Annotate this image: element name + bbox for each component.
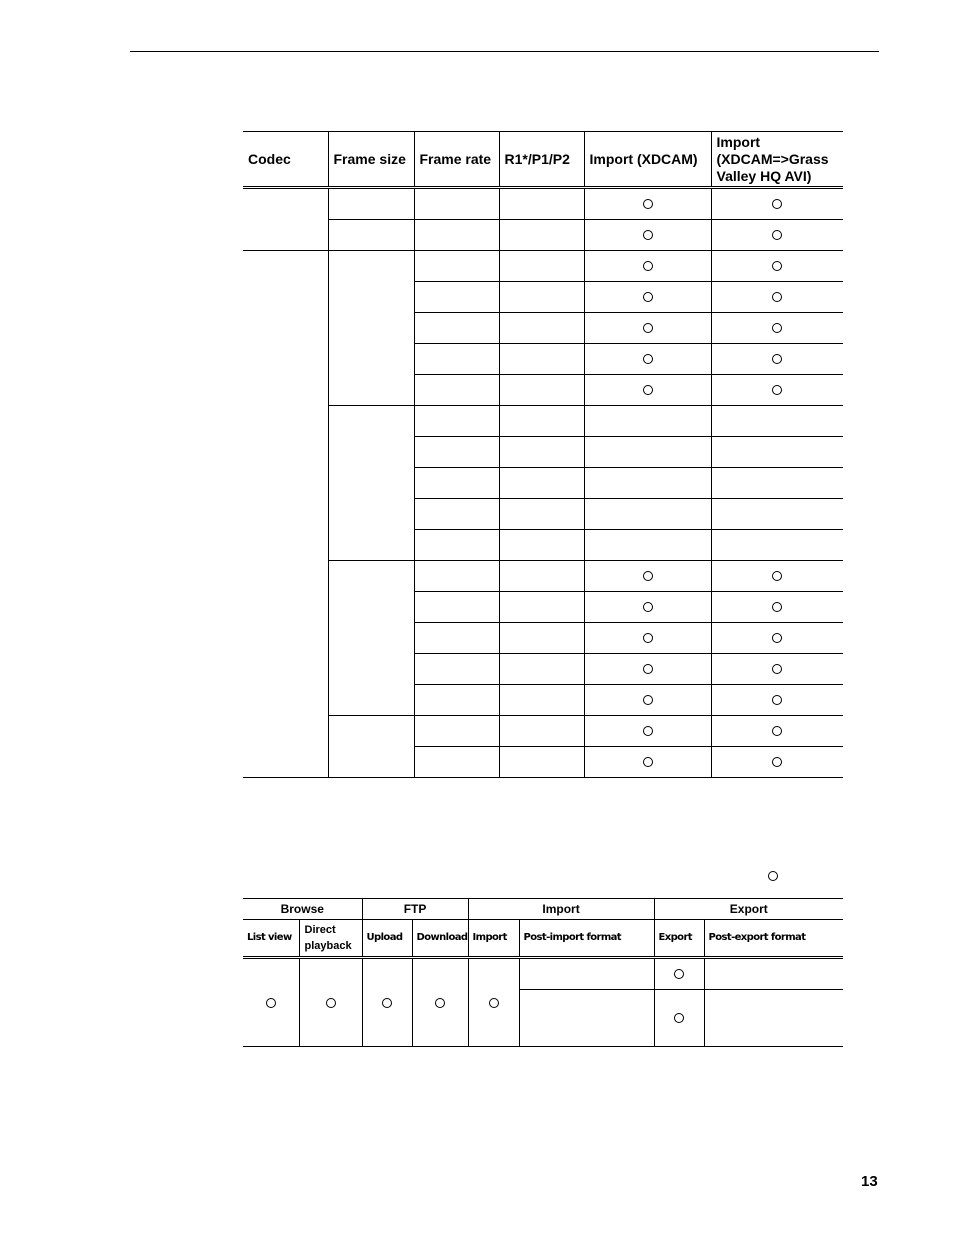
- cell-import-hq-avi: [711, 561, 843, 592]
- cell-import-hq-avi: [711, 251, 843, 282]
- cell-import-hq-avi: [711, 437, 843, 468]
- cell-frame-rate: [414, 344, 499, 375]
- cell-import-hq-avi: [711, 747, 843, 778]
- sub-header-direct-playback: Direct playback: [299, 920, 362, 958]
- cell-frame-rate: [414, 375, 499, 406]
- cell-post-export-format: [704, 990, 843, 1047]
- cell-r1-p1-p2: [499, 375, 584, 406]
- sub-header-post-import-format: Post-import format: [519, 920, 654, 958]
- cell-import-xdcam: [584, 188, 711, 220]
- cell-frame-rate: [414, 313, 499, 344]
- sub-header-upload: Upload: [362, 920, 412, 958]
- circle-icon: [643, 385, 653, 395]
- function-support-table: [243, 898, 843, 1047]
- cell-import-xdcam: [584, 530, 711, 561]
- circle-icon: [643, 261, 653, 271]
- cell-post-import-format: [519, 958, 654, 990]
- cell-import-hq-avi: [711, 282, 843, 313]
- cell-r1-p1-p2: [499, 592, 584, 623]
- cell-frame-rate: [414, 220, 499, 251]
- cell-post-import-format: [519, 990, 654, 1047]
- sub-header-row: [243, 920, 843, 958]
- cell-import-xdcam: [584, 313, 711, 344]
- circle-icon: [643, 199, 653, 209]
- cell-import-xdcam: [584, 499, 711, 530]
- cell-import-hq-avi: [711, 313, 843, 344]
- group-header-import: Import: [468, 899, 654, 920]
- cell-import-xdcam: [584, 716, 711, 747]
- table-row: [243, 251, 843, 282]
- circle-icon: [643, 757, 653, 767]
- cell-frame-rate: [414, 282, 499, 313]
- cell-import-xdcam: [584, 468, 711, 499]
- cell-import-hq-avi: [711, 499, 843, 530]
- table-header-row: [243, 132, 843, 188]
- cell-import-xdcam: [584, 375, 711, 406]
- cell-frame-rate: [414, 468, 499, 499]
- cell-import-hq-avi: [711, 344, 843, 375]
- cell-list-view: [243, 958, 299, 1047]
- circle-icon: [643, 695, 653, 705]
- cell-import-hq-avi: [711, 406, 843, 437]
- cell-frame-rate: [414, 406, 499, 437]
- cell-import-xdcam: [584, 282, 711, 313]
- cell-frame-rate: [414, 623, 499, 654]
- cell-r1-p1-p2: [499, 623, 584, 654]
- circle-icon: [772, 757, 782, 767]
- cell-import-xdcam: [584, 592, 711, 623]
- cell-frame-rate: [414, 716, 499, 747]
- cell-frame-rate: [414, 592, 499, 623]
- col-header-import-xdcam: Import (XDCAM): [584, 132, 711, 188]
- cell-import-xdcam: [584, 747, 711, 778]
- circle-icon: [772, 323, 782, 333]
- cell-r1-p1-p2: [499, 530, 584, 561]
- cell-frame-size: [328, 251, 414, 406]
- circle-icon: [266, 998, 276, 1008]
- circle-icon: [772, 354, 782, 364]
- col-header-r1-p1-p2: R1*/P1/P2: [499, 132, 584, 188]
- circle-icon: [326, 998, 336, 1008]
- col-header-frame-size: Frame size: [328, 132, 414, 188]
- cell-frame-rate: [414, 251, 499, 282]
- group-header-ftp: FTP: [362, 899, 468, 920]
- cell-codec: [243, 251, 328, 778]
- col-header-codec: Codec: [243, 132, 328, 188]
- cell-r1-p1-p2: [499, 437, 584, 468]
- cell-import-xdcam: [584, 220, 711, 251]
- col-header-import-hq-avi: Import (XDCAM=>Grass Valley HQ AVI): [711, 132, 843, 188]
- cell-r1-p1-p2: [499, 344, 584, 375]
- cell-import-hq-avi: [711, 468, 843, 499]
- cell-import-hq-avi: [711, 623, 843, 654]
- circle-icon: [643, 354, 653, 364]
- cell-frame-size: [328, 220, 414, 251]
- cell-frame-rate: [414, 685, 499, 716]
- circle-icon: [643, 571, 653, 581]
- circle-icon: [382, 998, 392, 1008]
- cell-r1-p1-p2: [499, 654, 584, 685]
- cell-export: [654, 990, 704, 1047]
- circle-icon: [674, 1013, 684, 1023]
- cell-r1-p1-p2: [499, 468, 584, 499]
- cell-import-xdcam: [584, 251, 711, 282]
- cell-upload: [362, 958, 412, 1047]
- cell-import-xdcam: [584, 561, 711, 592]
- cell-frame-rate: [414, 747, 499, 778]
- cell-r1-p1-p2: [499, 220, 584, 251]
- cell-import-xdcam: [584, 685, 711, 716]
- cell-frame-rate: [414, 561, 499, 592]
- cell-frame-size: [328, 406, 414, 561]
- sub-header-export: Export: [654, 920, 704, 958]
- codec-support-table: [243, 131, 843, 778]
- cell-r1-p1-p2: [499, 561, 584, 592]
- table-row: [243, 220, 843, 251]
- circle-icon: [674, 969, 684, 979]
- cell-import-hq-avi: [711, 188, 843, 220]
- cell-frame-size: [328, 716, 414, 778]
- circle-icon: [489, 998, 499, 1008]
- circle-icon: [772, 292, 782, 302]
- sub-header-list-view: List view: [243, 920, 299, 958]
- legend-circle-icon: [768, 871, 778, 881]
- sub-header-import: Import: [468, 920, 519, 958]
- group-header-export: Export: [654, 899, 843, 920]
- cell-direct-playback: [299, 958, 362, 1047]
- circle-icon: [435, 998, 445, 1008]
- group-header-row: [243, 899, 843, 920]
- table-row: [243, 406, 843, 437]
- circle-icon: [772, 571, 782, 581]
- circle-icon: [772, 726, 782, 736]
- circle-icon: [643, 664, 653, 674]
- cell-export: [654, 958, 704, 990]
- cell-frame-rate: [414, 188, 499, 220]
- circle-icon: [772, 664, 782, 674]
- cell-r1-p1-p2: [499, 282, 584, 313]
- table-row: [243, 188, 843, 220]
- cell-frame-size: [328, 188, 414, 220]
- circle-icon: [772, 695, 782, 705]
- circle-icon: [772, 199, 782, 209]
- cell-import-hq-avi: [711, 716, 843, 747]
- table-row: [243, 561, 843, 592]
- cell-import-xdcam: [584, 406, 711, 437]
- cell-r1-p1-p2: [499, 313, 584, 344]
- cell-import-xdcam: [584, 437, 711, 468]
- sub-header-download: Download: [412, 920, 468, 958]
- cell-download: [412, 958, 468, 1047]
- table-row: [243, 716, 843, 747]
- cell-import-hq-avi: [711, 375, 843, 406]
- circle-icon: [772, 602, 782, 612]
- cell-import-hq-avi: [711, 654, 843, 685]
- circle-icon: [772, 633, 782, 643]
- cell-frame-rate: [414, 654, 499, 685]
- cell-r1-p1-p2: [499, 406, 584, 437]
- cell-frame-size: [328, 561, 414, 716]
- circle-icon: [643, 726, 653, 736]
- circle-icon: [772, 385, 782, 395]
- table-row: [243, 958, 843, 990]
- circle-icon: [643, 323, 653, 333]
- circle-icon: [772, 230, 782, 240]
- cell-import-xdcam: [584, 623, 711, 654]
- cell-import-hq-avi: [711, 220, 843, 251]
- page-number: 13: [861, 1173, 878, 1190]
- circle-icon: [643, 292, 653, 302]
- cell-frame-rate: [414, 530, 499, 561]
- cell-r1-p1-p2: [499, 499, 584, 530]
- cell-frame-rate: [414, 437, 499, 468]
- circle-icon: [643, 633, 653, 643]
- circle-icon: [643, 230, 653, 240]
- cell-r1-p1-p2: [499, 251, 584, 282]
- circle-icon: [643, 602, 653, 612]
- cell-import-hq-avi: [711, 685, 843, 716]
- cell-import-xdcam: [584, 654, 711, 685]
- circle-icon: [772, 261, 782, 271]
- cell-post-export-format: [704, 958, 843, 990]
- cell-import-hq-avi: [711, 530, 843, 561]
- group-header-browse: Browse: [243, 899, 362, 920]
- sub-header-post-export-format: Post-export format: [704, 920, 843, 958]
- cell-frame-rate: [414, 499, 499, 530]
- cell-r1-p1-p2: [499, 716, 584, 747]
- cell-r1-p1-p2: [499, 685, 584, 716]
- cell-r1-p1-p2: [499, 188, 584, 220]
- cell-import-xdcam: [584, 344, 711, 375]
- cell-import-hq-avi: [711, 592, 843, 623]
- col-header-frame-rate: Frame rate: [414, 132, 499, 188]
- cell-r1-p1-p2: [499, 747, 584, 778]
- header-rule: [130, 51, 879, 52]
- cell-import: [468, 958, 519, 1047]
- cell-codec: [243, 188, 328, 251]
